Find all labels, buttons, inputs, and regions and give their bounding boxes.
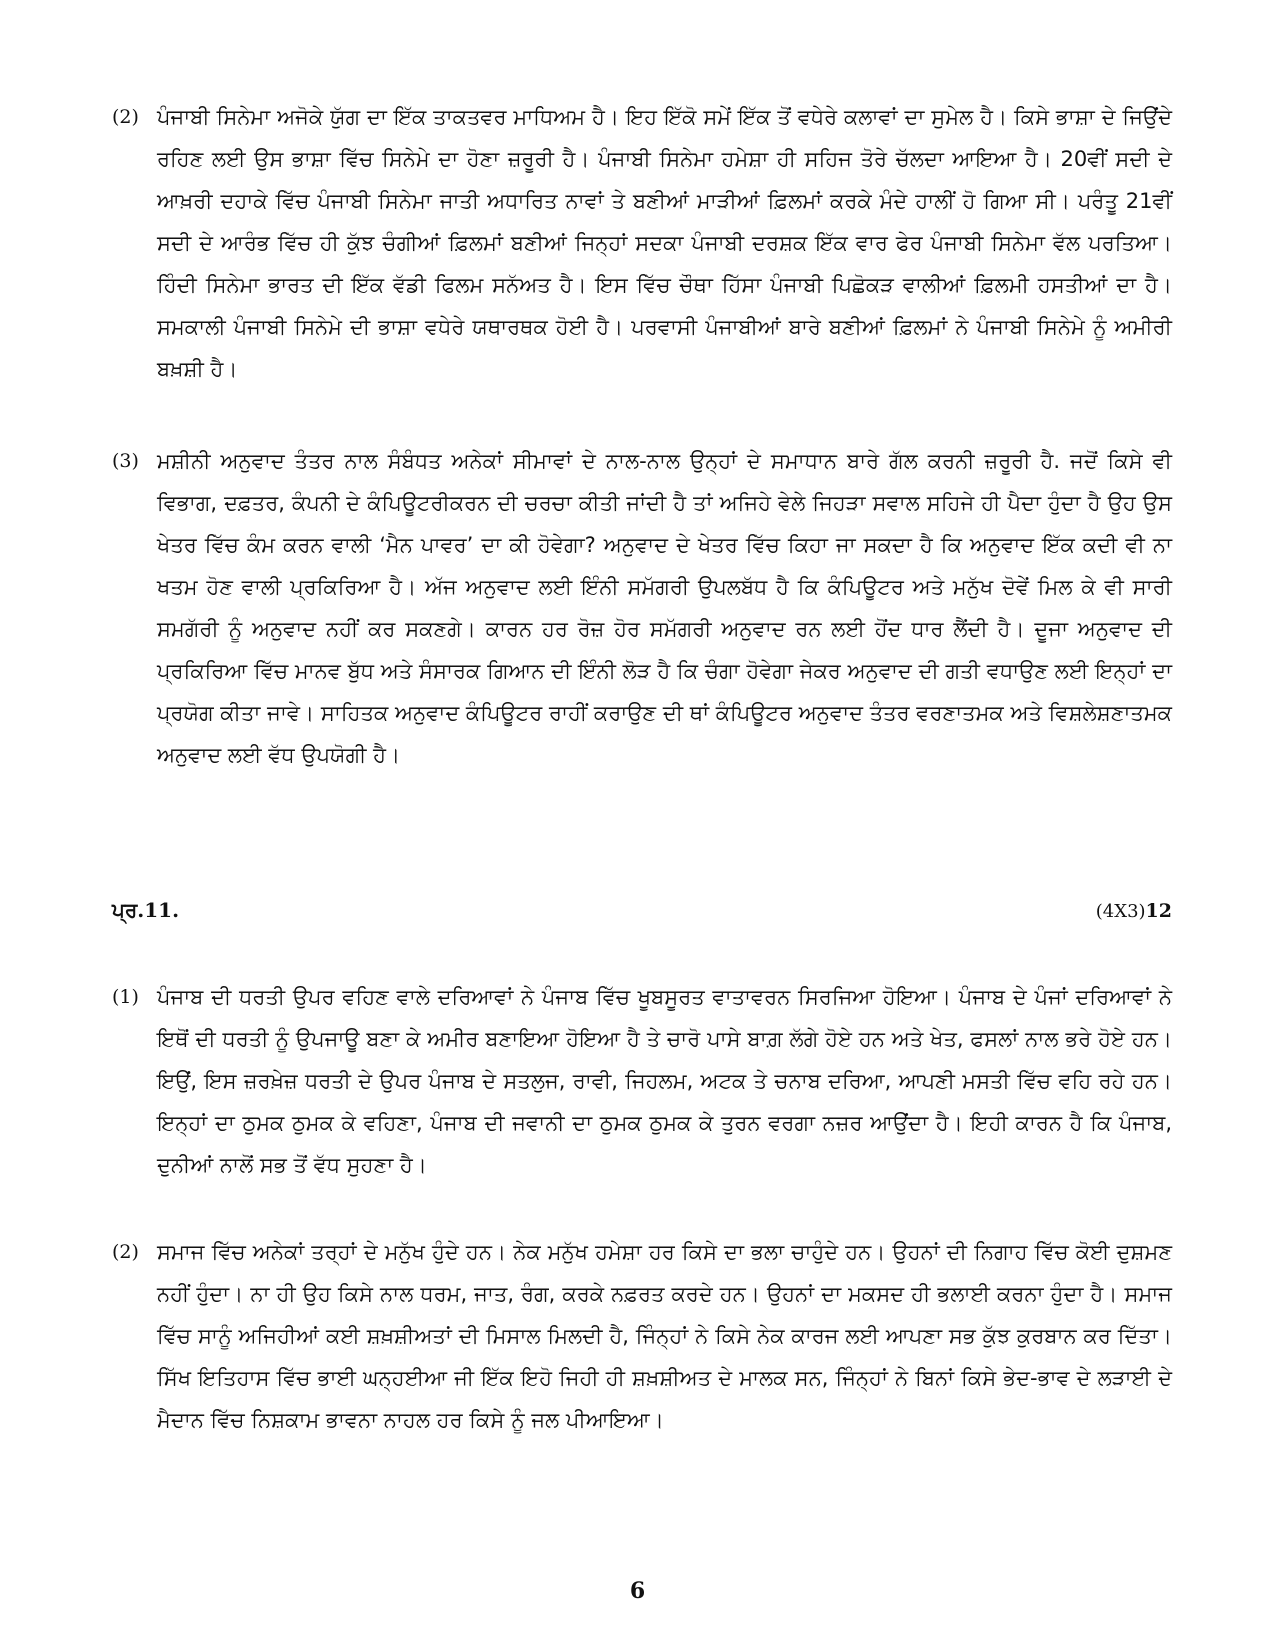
question-header: [112, 898, 1172, 934]
paragraph-number: (2): [112, 106, 139, 128]
paragraph-number: (2): [112, 1241, 139, 1263]
question-label: ਪ੍ਰ.11.: [112, 898, 180, 922]
marks-breakdown: (4X3): [1095, 901, 1146, 922]
paragraph-2-noble-people: [112, 1231, 1172, 1441]
paragraph-text: ਪੰਜਾਬੀ ਸਿਨੇਮਾ ਅਜੋਕੇ ਯੁੱਗ ਦਾ ਇੱਕ ਤਾਕਤਵਰ ਮਾਧਿਅਮ ਹੈ। ਇਹ ਇੱਕੋ ਸਮੇਂ ਇੱਕ ਤੋਂ ਵਧੇਰੇ ਕਲਾਵਾਂ ਦਾ ਸੁਮੇਲ ਹੈ। ਕਿਸੇ ਭਾਸ਼ਾ ਦੇ ਜਿਉਂਦੇ ਰਹਿਣ ਲਈ ਉਸ ਭਾਸ਼ਾ ਵਿੱਚ ਸਿਨੇਮੇ ਦਾ ਹੋਣਾ ਜ਼ਰੂਰੀ ਹੈ। ਪੰਜਾਬੀ ਸਿਨੇਮਾ ਹਮੇਸ਼ਾ ਹੀ ਸਹਿਜ ਤੋਰੇ ਚੱਲਦਾ ਆਇਆ ਹੈ। 20ਵੀਂ ਸਦੀ ਦੇ ਆਖ਼ਰੀ ਦਹਾਕੇ ਵਿੱਚ ਪੰਜਾਬੀ ਸਿਨੇਮਾ ਜਾਤੀ ਅਧਾਰਿਤ ਨਾਵਾਂ ਤੇ ਬਣੀਆਂ ਮਾੜੀਆਂ ਫ਼ਿਲਮਾਂ ਕਰਕੇ ਮੰਦੇ ਹਾਲੀਂ ਹੋ ਗਿਆ ਸੀ। ਪਰੰਤੂ 21ਵੀਂ ਸਦੀ ਦੇ ਆਰੰਭ ਵਿੱਚ ਹੀ ਕੁੱਝ ਚੰਗੀਆਂ ਫ਼ਿਲਮਾਂ ਬਣੀਆਂ ਜਿਨ੍ਹਾਂ ਸਦਕਾ ਪੰਜਾਬੀ ਦਰਸ਼ਕ ਇੱਕ ਵਾਰ ਫੇਰ ਪੰਜਾਬੀ ਸਿਨੇਮਾ ਵੱਲ ਪਰਤਿਆ। ਹਿੰਦੀ ਸਿਨੇਮਾ ਭਾਰਤ ਦੀ ਇੱਕ ਵੱਡੀ ਫਿਲਮ ਸਨੱਅਤ ਹੈ। ਇਸ ਵਿੱਚ ਚੌਥਾ ਹਿੱਸਾ ਪੰਜਾਬੀ ਪਿਛੋਕੜ ਵਾਲੀਆਂ ਫ਼ਿਲਮੀ ਹਸਤੀਆਂ ਦਾ ਹੈ। ਸਮਕਾਲੀ ਪੰਜਾਬੀ ਸਿਨੇਮੇ ਦੀ ਭਾਸ਼ਾ ਵਧੇਰੇ ਯਥਾਰਥਕ ਹੋਈ ਹੈ। ਪਰਵਾਸੀ ਪੰਜਾਬੀਆਂ ਬਾਰੇ ਬਣੀਆਂ ਫ਼ਿਲਮਾਂ ਨੇ ਪੰਜਾਬੀ ਸਿਨੇਮੇ ਨੂੰ ਅਮੀਰੀ ਬਖ਼ਸ਼ੀ ਹੈ।: [157, 105, 1172, 381]
paragraph-2-punjabi-cinema: [112, 96, 1172, 390]
paragraph-1-punjab-rivers: [112, 976, 1172, 1186]
paragraph-text: ਪੰਜਾਬ ਦੀ ਧਰਤੀ ਉਪਰ ਵਹਿਣ ਵਾਲੇ ਦਰਿਆਵਾਂ ਨੇ ਪੰਜਾਬ ਵਿੱਚ ਖੂਬਸੂਰਤ ਵਾਤਾਵਰਨ ਸਿਰਜਿਆ ਹੋਇਆ। ਪੰਜਾਬ ਦੇ ਪੰਜਾਂ ਦਰਿਆਵਾਂ ਨੇ ਇਥੋਂ ਦੀ ਧਰਤੀ ਨੂੰ ਉਪਜਾਊ ਬਣਾ ਕੇ ਅਮੀਰ ਬਣਾਇਆ ਹੋਇਆ ਹੈ ਤੇ ਚਾਰੋ ਪਾਸੇ ਬਾਗ਼ ਲੱਗੇ ਹੋਏ ਹਨ ਅਤੇ ਖੇਤ, ਫਸਲਾਂ ਨਾਲ ਭਰੇ ਹੋਏ ਹਨ। ਇਉਂ, ਇਸ ਜ਼ਰਖ਼ੇਜ਼ ਧਰਤੀ ਦੇ ਉਪਰ ਪੰਜਾਬ ਦੇ ਸਤਲੁਜ, ਰਾਵੀ, ਜਿਹਲਮ, ਅਟਕ ਤੇ ਚਨਾਬ ਦਰਿਆ, ਆਪਣੀ ਮਸਤੀ ਵਿੱਚ ਵਹਿ ਰਹੇ ਹਨ। ਇਨ੍ਹਾਂ ਦਾ ਠੁਮਕ ਠੁਮਕ ਕੇ ਵਹਿਣਾ, ਪੰਜਾਬ ਦੀ ਜਵਾਨੀ ਦਾ ਠੁਮਕ ਠੁਮਕ ਕੇ ਤੁਰਨ ਵਰਗਾ ਨਜ਼ਰ ਆਉਂਦਾ ਹੈ। ਇਹੀ ਕਾਰਨ ਹੈ ਕਿ ਪੰਜਾਬ, ਦੁਨੀਆਂ ਨਾਲੋਂ ਸਭ ਤੋਂ ਵੱਧ ਸੁਹਣਾ ਹੈ।: [157, 985, 1172, 1177]
page-number: 6: [629, 1578, 646, 1604]
question-marks: [1096, 900, 1172, 922]
paragraph-text: ਮਸ਼ੀਨੀ ਅਨੁਵਾਦ ਤੰਤਰ ਨਾਲ ਸੰਬੰਧਤ ਅਨੇਕਾਂ ਸੀਮਾਵਾਂ ਦੇ ਨਾਲ-ਨਾਲ ਉਨ੍ਹਾਂ ਦੇ ਸਮਾਧਾਨ ਬਾਰੇ ਗੱਲ ਕਰਨੀ ਜ਼ਰੂਰੀ ਹੈ. ਜਦੋਂ ਕਿਸੇ ਵੀ ਵਿਭਾਗ, ਦਫ਼ਤਰ, ਕੰਪਨੀ ਦੇ ਕੰਪਿਊਟਰੀਕਰਨ ਦੀ ਚਰਚਾ ਕੀਤੀ ਜਾਂਦੀ ਹੈ ਤਾਂ ਅਜਿਹੇ ਵੇਲੇ ਜਿਹੜਾ ਸਵਾਲ ਸਹਿਜੇ ਹੀ ਪੈਦਾ ਹੁੰਦਾ ਹੈ ਉਹ ਉਸ ਖੇਤਰ ਵਿੱਚ ਕੰਮ ਕਰਨ ਵਾਲੀ ‘ਮੈਨ ਪਾਵਰ’ ਦਾ ਕੀ ਹੋਵੇਗਾ? ਅਨੁਵਾਦ ਦੇ ਖੇਤਰ ਵਿੱਚ ਕਿਹਾ ਜਾ ਸਕਦਾ ਹੈ ਕਿ ਅਨੁਵਾਦ ਇੱਕ ਕਦੀ ਵੀ ਨਾ ਖਤਮ ਹੋਣ ਵਾਲੀ ਪ੍ਰਕਿਰਿਆ ਹੈ। ਅੱਜ ਅਨੁਵਾਦ ਲਈ ਇੰਨੀ ਸਮੱਗਰੀ ਉਪਲਬੱਧ ਹੈ ਕਿ ਕੰਪਿਊਟਰ ਅਤੇ ਮਨੁੱਖ ਦੋਵੇਂ ਮਿਲ ਕੇ ਵੀ ਸਾਰੀ ਸਮਗੱਰੀ ਨੂੰ ਅਨੁਵਾਦ ਨਹੀਂ ਕਰ ਸਕਣਗੇ। ਕਾਰਨ ਹਰ ਰੋਜ਼ ਹੋਰ ਸਮੱਗਰੀ ਅਨੁਵਾਦ ਰਨ ਲਈ ਹੋਂਦ ਧਾਰ ਲੈਂਦੀ ਹੈ। ਦੂਜਾ ਅਨੁਵਾਦ ਦੀ ਪ੍ਰਕਿਰਿਆ ਵਿੱਚ ਮਾਨਵ ਬੁੱਧ ਅਤੇ ਸੰਸਾਰਕ ਗਿਆਨ ਦੀ ਇੰਨੀ ਲੋੜ ਹੈ ਕਿ ਚੰਗਾ ਹੋਵੇਗਾ ਜੇਕਰ ਅਨੁਵਾਦ ਦੀ ਗਤੀ ਵਧਾਉਣ ਲਈ ਇਨ੍ਹਾਂ ਦਾ ਪ੍ਰਯੋਗ ਕੀਤਾ ਜਾਵੇ। ਸਾਹਿਤਕ ਅਨੁਵਾਦ ਕੰਪਿਊਟਰ ਰਾਹੀਂ ਕਰਾਉਣ ਦੀ ਥਾਂ ਕੰਪਿਊਟਰ ਅਨੁਵਾਦ ਤੰਤਰ ਵਰਣਾਤਮਕ ਅਤੇ ਵਿਸ਼ਲੇਸ਼ਣਾਤਮਕ ਅਨੁਵਾਦ ਲਈ ਵੱਧ ਉਪਯੋਗੀ ਹੈ।: [157, 449, 1172, 767]
paragraph-number: (1): [112, 986, 139, 1008]
marks-total: 12: [1145, 900, 1172, 922]
paragraph-text: ਸਮਾਜ ਵਿੱਚ ਅਨੇਕਾਂ ਤਰ੍ਹਾਂ ਦੇ ਮਨੁੱਖ ਹੁੰਦੇ ਹਨ। ਨੇਕ ਮਨੁੱਖ ਹਮੇਸ਼ਾ ਹਰ ਕਿਸੇ ਦਾ ਭਲਾ ਚਾਹੁੰਦੇ ਹਨ। ਉਹਨਾਂ ਦੀ ਨਿਗਾਹ ਵਿੱਚ ਕੋਈ ਦੁਸ਼ਮਣ ਨਹੀਂ ਹੁੰਦਾ। ਨਾ ਹੀ ਉਹ ਕਿਸੇ ਨਾਲ ਧਰਮ, ਜਾਤ, ਰੰਗ, ਕਰਕੇ ਨਫ਼ਰਤ ਕਰਦੇ ਹਨ। ਉਹਨਾਂ ਦਾ ਮਕਸਦ ਹੀ ਭਲਾਈ ਕਰਨਾ ਹੁੰਦਾ ਹੈ। ਸਮਾਜ ਵਿੱਚ ਸਾਨੂੰ ਅਜਿਹੀਆਂ ਕਈ ਸ਼ਖ਼ਸ਼ੀਅਤਾਂ ਦੀ ਮਿਸਾਲ ਮਿਲਦੀ ਹੈ, ਜਿੰਨ੍ਹਾਂ ਨੇ ਕਿਸੇ ਨੇਕ ਕਾਰਜ ਲਈ ਆਪਣਾ ਸਭ ਕੁੱਝ ਕੁਰਬਾਨ ਕਰ ਦਿੱਤਾ। ਸਿੱਖ ਇਤਿਹਾਸ ਵਿੱਚ ਭਾਈ ਘਨ੍ਹਈਆ ਜੀ ਇੱਕ ਇਹੋ ਜਿਹੀ ਹੀ ਸ਼ਖ਼ਸ਼ੀਅਤ ਦੇ ਮਾਲਕ ਸਨ, ਜਿੰਨ੍ਹਾਂ ਨੇ ਬਿਨਾਂ ਕਿਸੇ ਭੇਦ-ਭਾਵ ਦੇ ਲੜਾਈ ਦੇ ਮੈਦਾਨ ਵਿੱਚ ਨਿਸ਼ਕਾਮ ਭਾਵਨਾ ਨਾਹਲ ਹਰ ਕਿਸੇ ਨੂੰ ਜਲ ਪੀਆਇਆ।: [157, 1240, 1172, 1432]
paragraph-number: (3): [112, 450, 139, 472]
paragraph-3-machine-translation: [112, 440, 1172, 776]
